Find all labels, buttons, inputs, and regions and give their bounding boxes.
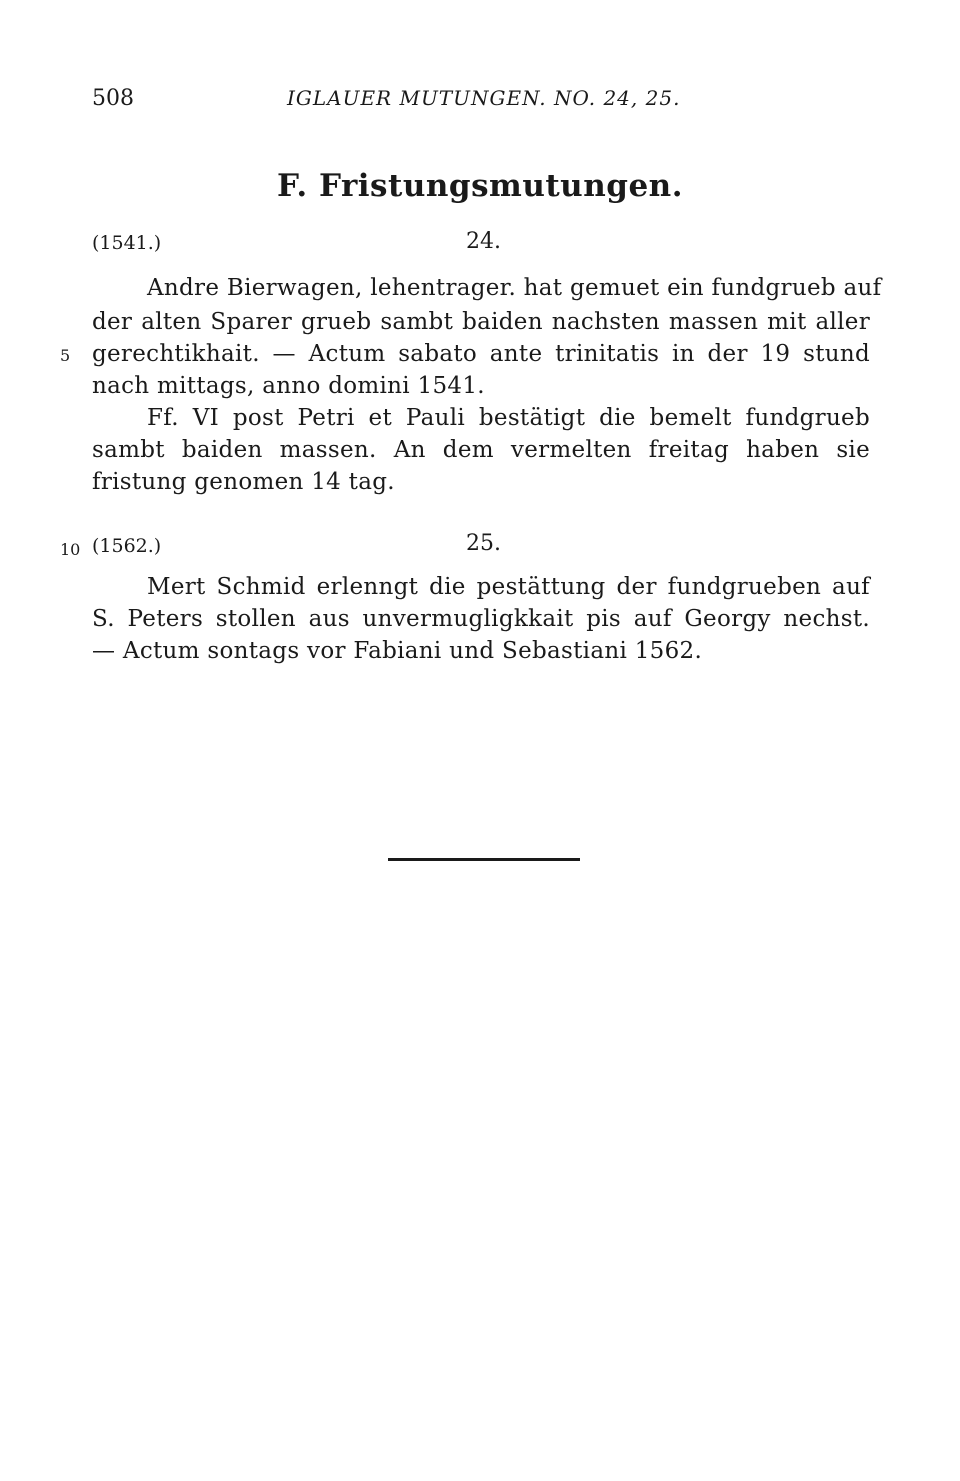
- text-line: — Actum sontags vor Fabiani und Sebastiani 1562.: [92, 638, 703, 664]
- text-line: nach mittags, anno domini 1541.: [92, 373, 485, 399]
- margin-line-number: 5: [60, 346, 71, 365]
- text-line: S. Peters stollen aus unvermugligkkait pis auf Georgy nechst.: [92, 606, 870, 632]
- entry-year: (1562.): [92, 535, 162, 557]
- text-line: Andre Bierwagen, lehentrager. hat gemuet ein fundgrueb auf: [147, 275, 882, 301]
- text-line: gerechtikhait. — Actum sabato ante trinitatis in der 19 stund: [92, 341, 870, 367]
- text-line: der alten Sparer grueb sambt baiden nachsten massen mit aller: [92, 309, 870, 335]
- text-line: Mert Schmid erlenngt die pestättung der fundgrueben auf: [147, 574, 870, 600]
- text-line: sambt baiden massen. An dem vermelten freitag haben sie: [92, 437, 870, 463]
- margin-line-number: 10: [60, 540, 81, 559]
- end-rule: [388, 858, 580, 861]
- section-title: F. Fristungsmutungen.: [277, 168, 683, 204]
- running-head: IGLAUER MUTUNGEN. NO. 24, 25.: [287, 86, 681, 110]
- text-line: Ff. VI post Petri et Pauli bestätigt die bemelt fundgrueb: [147, 405, 870, 431]
- page-number: 508: [92, 86, 134, 111]
- entry-number: 24.: [466, 229, 501, 254]
- text-line: fristung genomen 14 tag.: [92, 469, 395, 495]
- entry-year: (1541.): [92, 232, 162, 254]
- entry-number: 25.: [466, 531, 501, 556]
